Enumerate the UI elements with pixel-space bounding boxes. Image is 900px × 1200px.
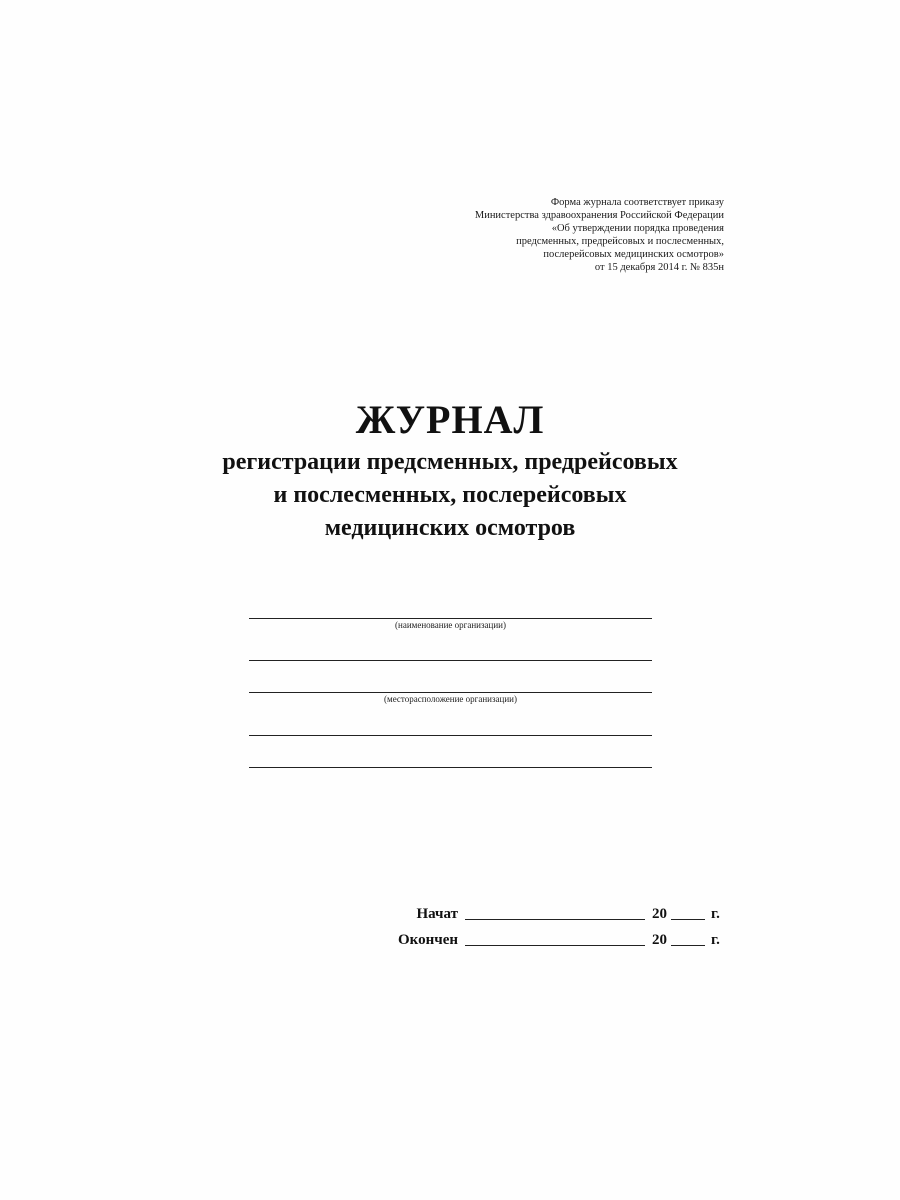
end-year-prefix: 20	[652, 932, 667, 948]
end-year-field[interactable]	[671, 945, 705, 946]
organization-name-line-2[interactable]	[249, 660, 652, 661]
title-block	[0, 396, 900, 545]
end-date-label: Окончен	[397, 932, 458, 948]
order-reference-line: послерейсовых медицинских осмотров»	[543, 249, 724, 260]
end-date-row	[380, 928, 730, 950]
organization-location-caption: (месторасположение организации)	[384, 694, 517, 704]
order-reference-line: от 15 декабря 2014 г. № 835н	[594, 262, 724, 273]
organization-location-line-2[interactable]	[249, 735, 652, 736]
organization-location-line[interactable]	[249, 692, 652, 693]
order-reference-line: «Об утверждении порядка проведения	[551, 223, 724, 234]
start-date-row	[380, 902, 730, 924]
organization-name-caption: (наименование организации)	[395, 620, 506, 630]
start-year-field[interactable]	[671, 919, 705, 920]
journal-subtitle	[0, 446, 900, 545]
subtitle-line: регистрации предсменных, предрейсовых	[222, 449, 678, 475]
order-reference-line: Форма журнала соответствует приказу	[550, 197, 724, 208]
organization-name-line[interactable]	[249, 618, 652, 619]
end-year-suffix: г.	[711, 932, 720, 948]
start-year-suffix: г.	[711, 906, 720, 922]
organization-location-line-3[interactable]	[249, 767, 652, 768]
end-date-field[interactable]	[465, 945, 645, 946]
subtitle-line: и послесменных, послерейсовых	[273, 482, 627, 508]
order-reference-line: предсменных, предрейсовых и послесменных,	[516, 236, 724, 247]
subtitle-line: медицинских осмотров	[324, 515, 576, 541]
start-date-field[interactable]	[465, 919, 645, 920]
order-reference-line: Министерства здравоохранения Российской Федерации	[474, 210, 724, 221]
start-date-label: Начат	[416, 906, 458, 922]
order-reference-note	[404, 196, 724, 274]
start-year-prefix: 20	[652, 906, 667, 922]
journal-title: ЖУРНАЛ	[355, 397, 545, 442]
